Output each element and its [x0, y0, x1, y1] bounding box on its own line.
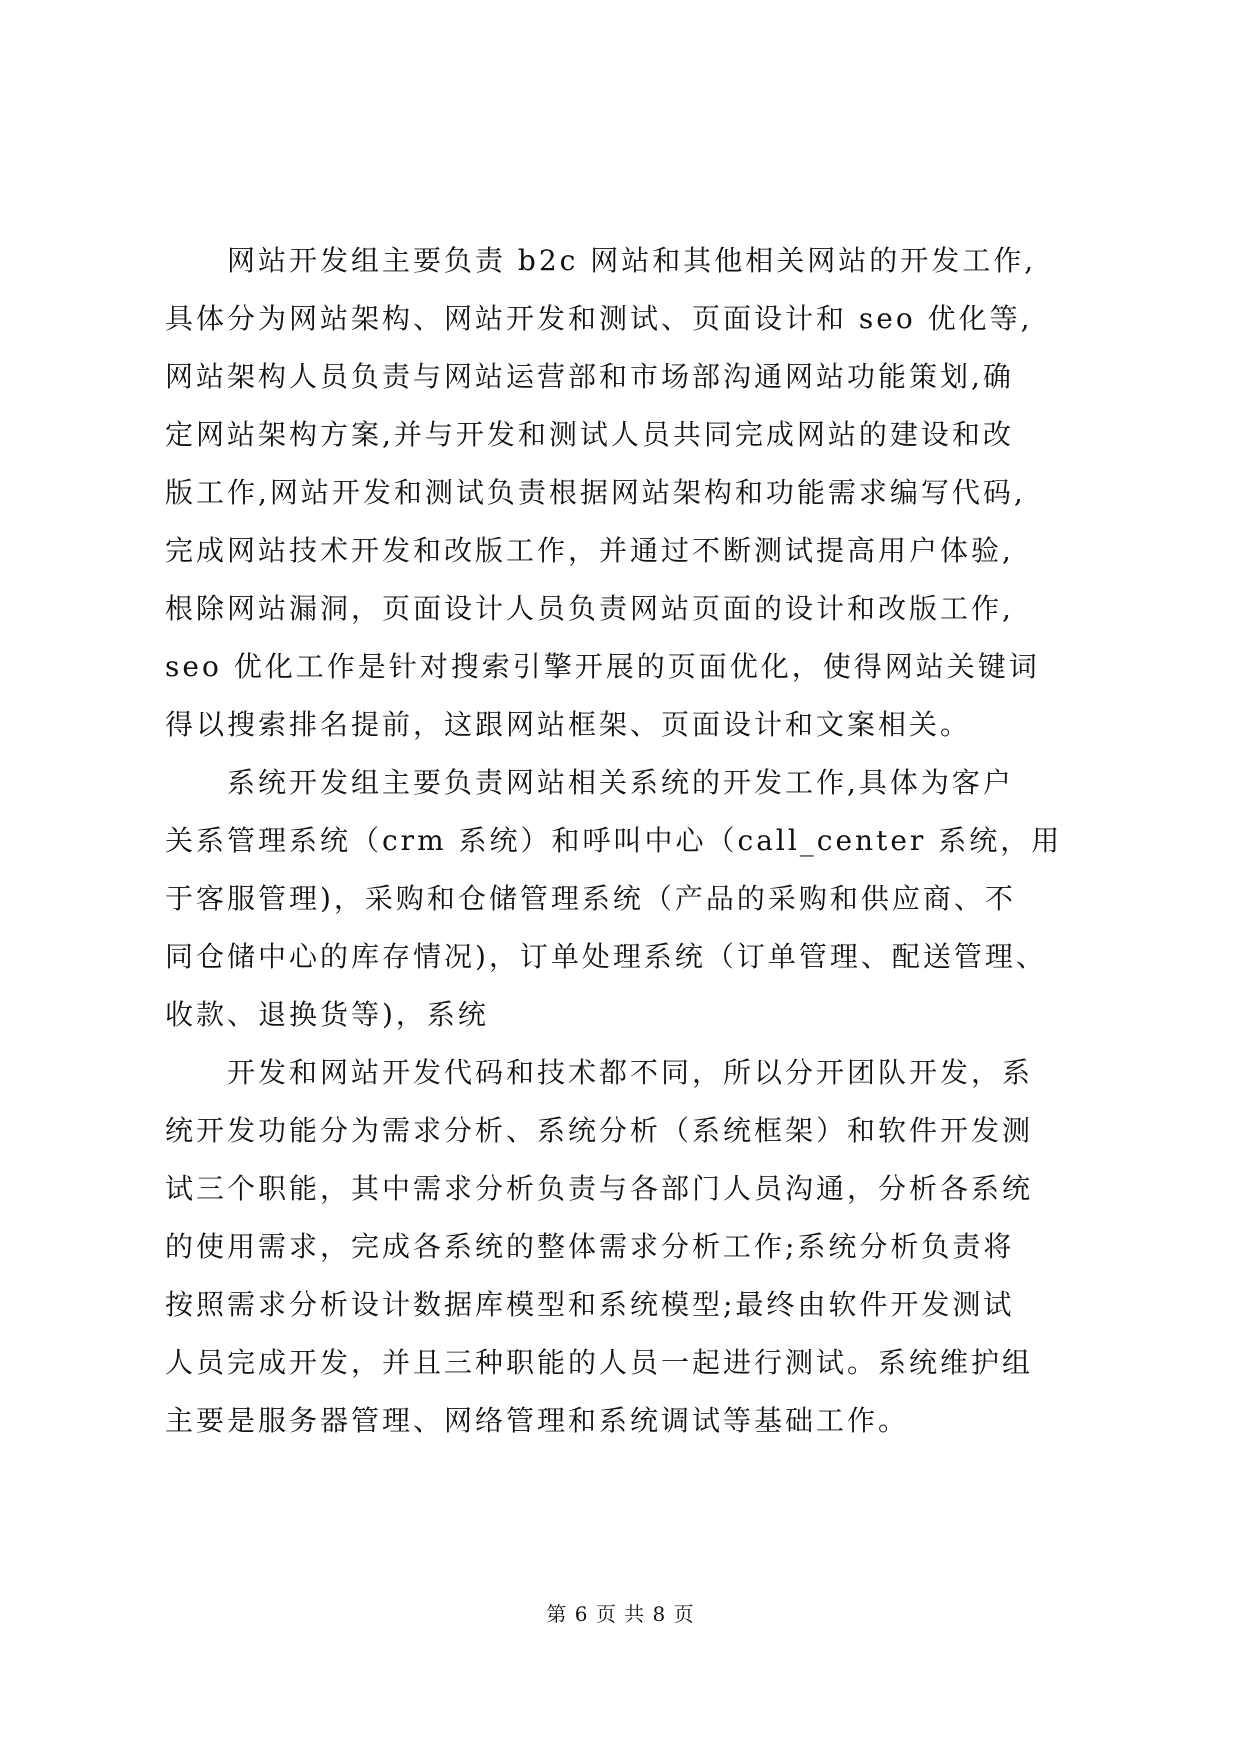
- text-line: 统开发功能分为需求分析、系统分析（系统框架）和软件开发测: [165, 1114, 1034, 1147]
- text-line: 试三个职能，其中需求分析负责与各部门人员沟通，分析各系统: [165, 1172, 1034, 1205]
- text-line: 具体分为网站架构、网站开发和测试、页面设计和 seo 优化等,: [165, 302, 1033, 335]
- text-line: 定网站架构方案,并与开发和测试人员共同完成网站的建设和改: [165, 418, 1014, 451]
- text-line: 得以搜索排名提前，这跟网站框架、页面设计和文案相关。: [165, 708, 972, 741]
- text-line: 版工作,网站开发和测试负责根据网站架构和功能需求编写代码,: [165, 476, 1026, 509]
- text-line: 开发和网站开发代码和技术都不同，所以分开团队开发，系: [165, 1056, 1034, 1089]
- text-line: 系统开发组主要负责网站相关系统的开发工作,具体为客户: [165, 766, 1014, 799]
- text-line: 同仓储中心的库存情况)，订单处理系统（订单管理、配送管理、: [165, 940, 1047, 973]
- text-line: 收款、退换货等)，系统: [165, 998, 489, 1031]
- text-line: 网站开发组主要负责 b2c 网站和其他相关网站的开发工作,: [165, 244, 1037, 277]
- text-line: 主要是服务器管理、网络管理和系统调试等基础工作。: [165, 1404, 910, 1437]
- page-footer: 第 6 页 共 8 页: [546, 1602, 695, 1626]
- text-line: 网站架构人员负责与网站运营部和市场部沟通网站功能策划,确: [165, 360, 1014, 393]
- text-line: 按照需求分析设计数据库模型和系统模型;最终由软件开发测试: [165, 1288, 1015, 1321]
- text-line: 关系管理系统（crm 系统）和呼叫中心（call_center 系统，用: [165, 824, 1063, 857]
- text-line: 于客服管理)，采购和仓储管理系统（产品的采购和供应商、不: [165, 882, 1016, 915]
- text-line: 人员完成开发，并且三种职能的人员一起进行测试。系统维护组: [165, 1346, 1034, 1379]
- body-text: [165, 232, 1085, 1450]
- text-line: seo 优化工作是针对搜索引擎开展的页面优化，使得网站关键词: [165, 650, 1040, 683]
- text-line: 根除网站漏洞，页面设计人员负责网站页面的设计和改版工作,: [165, 592, 1014, 625]
- text-line: 的使用需求，完成各系统的整体需求分析工作;系统分析负责将: [165, 1230, 1015, 1263]
- text-line: 完成网站技术开发和改版工作，并通过不断测试提高用户体验,: [165, 534, 1014, 567]
